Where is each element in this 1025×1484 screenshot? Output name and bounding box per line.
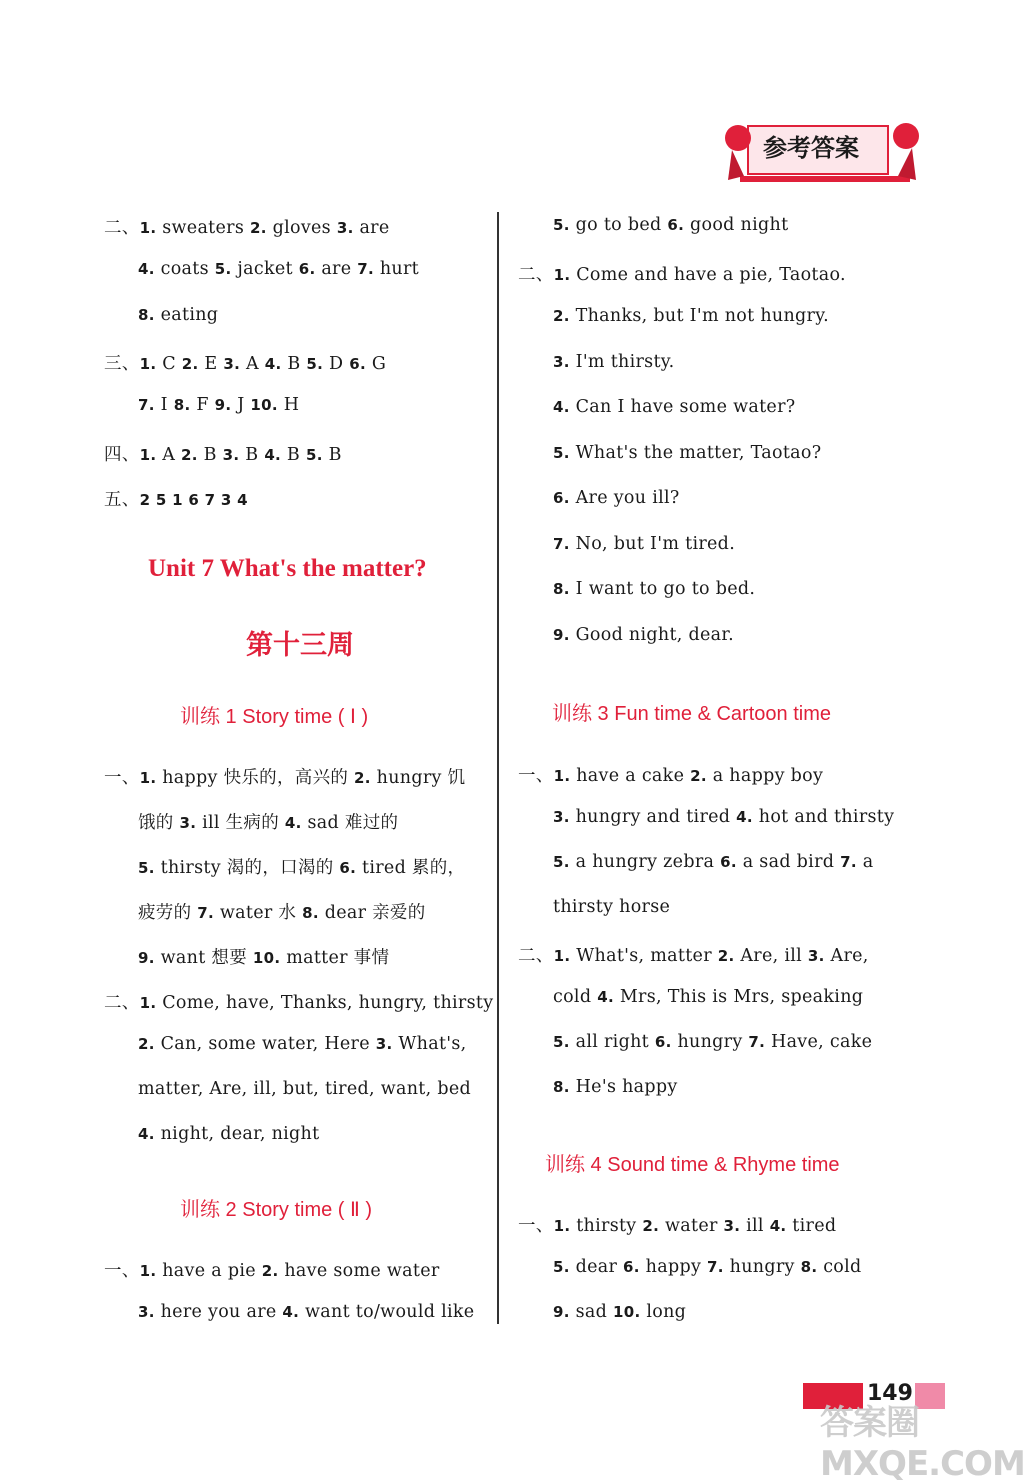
answer-text: Thanks, but I'm not hungry.	[569, 306, 829, 326]
train4-title: 训练 4 Sound time & Rhyme time	[545, 1154, 840, 1176]
answer-text: What's, matter	[570, 946, 718, 966]
answer-line	[138, 854, 465, 879]
item-number: 6.	[667, 216, 685, 234]
answer-line	[104, 214, 390, 239]
answer-text: are	[353, 218, 390, 238]
answer-text: good night	[684, 215, 789, 235]
answer-text: C	[156, 353, 182, 374]
answer-text: What's the matter, Taotao?	[569, 442, 822, 463]
item-number: 1.	[139, 769, 157, 787]
section-prefix: 四、	[104, 444, 140, 465]
answer-text: go to bed	[569, 215, 668, 235]
item-number: 4.	[769, 1217, 787, 1235]
answer-text: No, but I'm tired.	[569, 533, 736, 554]
item-number: 6.	[339, 859, 357, 877]
item-number: 6.	[553, 489, 570, 507]
answer-text: tired	[786, 1216, 837, 1236]
answer-text: 饿的	[138, 813, 180, 833]
answer-line	[553, 1257, 862, 1277]
item-number: 4.	[553, 398, 570, 416]
answer-text: hungry and tired	[569, 807, 737, 827]
item-number: 5.	[305, 445, 323, 464]
item-number: 3.	[336, 219, 354, 237]
answer-text: thirsty	[570, 1216, 643, 1236]
item-number: 1.	[553, 1217, 571, 1235]
item-number: 3.	[723, 1217, 741, 1235]
item-number: 4.	[736, 808, 753, 826]
item-number: 4.	[138, 1125, 155, 1143]
answer-line	[553, 1032, 872, 1052]
item-number: 1.	[139, 994, 157, 1012]
answer-text: ill	[740, 1216, 770, 1236]
page-number: 149	[867, 1381, 913, 1406]
item-number: 7.	[197, 904, 215, 922]
answer-text: Mrs, This is Mrs, speaking	[613, 987, 864, 1007]
item-number: 3.	[553, 352, 570, 371]
item-number: 1.	[139, 1262, 157, 1280]
answer-line	[553, 397, 795, 417]
answer-line	[553, 579, 755, 599]
answer-text: jacket	[231, 259, 299, 280]
section-prefix: 一、	[104, 768, 140, 788]
answer-line	[553, 1302, 686, 1322]
answer-text: sweaters	[156, 218, 250, 238]
item-number: 2.	[181, 354, 199, 373]
answer-text: Are you ill?	[569, 488, 680, 508]
item-number: 1.	[553, 265, 571, 284]
answer-text: hungry	[723, 1257, 801, 1277]
item-number: 7.	[553, 534, 570, 553]
answer-line	[138, 1079, 471, 1099]
item-number: 6.	[654, 1033, 672, 1051]
answer-key-badge	[718, 118, 923, 188]
section-prefix: 一、	[518, 1216, 554, 1236]
item-number: 7.	[840, 853, 857, 871]
section-prefix: 一、	[518, 766, 554, 786]
item-number: 4.	[264, 445, 282, 464]
item-number: 3.	[222, 445, 240, 464]
answer-text: 疲劳的	[138, 903, 198, 923]
item-number: 5.	[553, 443, 570, 462]
watermark: 答案圈 MXQE.COM	[820, 1403, 1025, 1484]
answer-line	[553, 534, 735, 554]
answer-line	[553, 897, 670, 917]
item-number: 1.	[553, 947, 571, 965]
item-number: 2.	[138, 1035, 155, 1053]
answer-text: hurt	[373, 259, 419, 280]
train2-title: 训练 2 Story time ( Ⅱ )	[180, 1199, 373, 1221]
answer-line	[553, 443, 821, 463]
answer-line	[518, 1212, 836, 1237]
answer-text: B	[281, 353, 307, 374]
answer-line	[553, 306, 829, 326]
answer-text: long	[640, 1302, 687, 1322]
answer-text: want to/would like	[299, 1302, 475, 1322]
answer-text: B	[197, 444, 223, 465]
answer-text: Have, cake	[765, 1032, 873, 1052]
item-number: 6.	[298, 260, 316, 279]
train1-title: 训练 1 Story time ( Ⅰ )	[180, 706, 369, 728]
answer-line	[138, 1124, 319, 1144]
item-number: 8.	[553, 1078, 570, 1096]
item-number: 6.	[349, 354, 366, 373]
item-number: 10.	[613, 1303, 641, 1321]
item-number: 1.	[139, 219, 157, 237]
item-number: 2.	[181, 445, 198, 464]
item-number: 6.	[623, 1258, 640, 1276]
item-number: 2.	[261, 1262, 279, 1280]
section-prefix: 三、	[104, 353, 140, 374]
answer-text: Are, ill	[734, 946, 808, 966]
answer-line	[104, 441, 342, 466]
answer-line	[553, 352, 675, 372]
answer-text: thirsty horse	[553, 897, 671, 917]
answer-text: cold	[817, 1257, 862, 1277]
item-number: 7.	[748, 1033, 766, 1051]
answer-text: D	[323, 353, 350, 374]
answer-text: A	[240, 353, 265, 374]
answer-text: B	[322, 444, 342, 465]
answer-text: F	[190, 395, 215, 416]
answer-line	[104, 764, 465, 789]
item-number: 7.	[357, 260, 374, 279]
answer-text: Can, some water, Here	[154, 1034, 376, 1054]
item-number: 7.	[138, 396, 155, 415]
item-number: 8.	[138, 305, 155, 324]
answer-text: eating	[154, 304, 219, 325]
item-number: 3.	[807, 947, 825, 965]
answer-text: cold	[553, 987, 598, 1007]
answer-text: have a pie	[156, 1261, 262, 1281]
item-number: 10.	[250, 396, 278, 415]
item-number: 5.	[553, 1033, 570, 1051]
answer-text: gloves	[266, 218, 337, 238]
item-number: 5.	[138, 859, 155, 877]
answer-text: ill 生病的	[196, 813, 285, 833]
answer-text: Good night, dear.	[569, 624, 735, 645]
section-prefix: 二、	[104, 218, 140, 238]
answer-line	[138, 944, 389, 969]
answer-text: a sad bird	[736, 852, 841, 872]
answer-line	[138, 305, 218, 325]
answer-text: matter 事情	[280, 948, 390, 968]
item-number: 5.	[306, 354, 324, 373]
answer-line	[104, 350, 386, 375]
item-number: 2.	[354, 769, 371, 787]
answer-line	[104, 1257, 440, 1282]
answer-text: hot and thirsty	[752, 807, 895, 827]
answer-text: I want to go to bed.	[569, 579, 756, 599]
item-number: 3.	[375, 1035, 393, 1053]
item-number: 2.	[553, 307, 570, 325]
answer-text: hungry 饥	[370, 768, 466, 788]
answer-text: Come and have a pie, Taotao.	[570, 264, 846, 285]
answer-text: happy	[639, 1257, 708, 1277]
answer-text: I	[154, 395, 174, 416]
item-number: 5.	[553, 1258, 570, 1276]
item-number: 9.	[138, 949, 155, 967]
answer-line	[104, 989, 493, 1014]
item-number: 9.	[553, 1303, 570, 1321]
week-title: 第十三周	[246, 630, 354, 661]
answer-line	[553, 987, 863, 1007]
answer-line	[518, 942, 869, 967]
answer-line	[518, 762, 823, 787]
answer-text: thirsty 渴的，口渴的	[154, 858, 340, 878]
item-number: 2 5 1 6 7 3 4	[139, 490, 248, 509]
answer-text: J	[231, 395, 251, 416]
item-number: 3.	[138, 1303, 155, 1321]
item-number: 5.	[553, 853, 570, 871]
answer-text: dear	[569, 1257, 624, 1277]
item-number: 5.	[214, 260, 232, 279]
answer-line	[138, 899, 426, 924]
section-prefix: 二、	[518, 946, 554, 966]
item-number: 1.	[139, 445, 157, 464]
item-number: 2.	[717, 947, 735, 965]
answer-text: sad	[569, 1302, 613, 1322]
item-number: 3.	[223, 354, 241, 373]
item-number: 10.	[252, 949, 281, 967]
answer-text: H	[277, 395, 300, 416]
answer-line	[138, 395, 299, 415]
answer-text: Can I have some water?	[569, 397, 796, 417]
answer-text: B	[281, 444, 306, 465]
item-number: 4.	[597, 988, 614, 1006]
answer-text: coats	[154, 259, 215, 280]
unit-title: Unit 7 What's the matter?	[148, 555, 427, 582]
item-number: 3.	[179, 814, 197, 832]
answer-line	[553, 488, 680, 508]
train3-title: 训练 3 Fun time & Cartoon time	[552, 703, 831, 725]
answer-text: have a cake	[570, 766, 691, 786]
answer-text: have some water	[278, 1261, 440, 1281]
answer-text: B	[239, 444, 265, 465]
item-number: 5.	[553, 216, 570, 234]
answer-text: sad 难过的	[301, 813, 399, 833]
answer-text: dear 亲爱的	[318, 903, 426, 923]
answer-text: a hungry zebra	[569, 852, 721, 872]
answer-text: E	[198, 353, 224, 374]
answer-line	[138, 1034, 467, 1054]
item-number: 8.	[553, 580, 570, 598]
section-prefix: 二、	[518, 264, 554, 285]
item-number: 9.	[214, 396, 232, 415]
item-number: 2.	[642, 1217, 660, 1235]
item-number: 4.	[264, 354, 282, 373]
section-prefix: 二、	[104, 993, 140, 1013]
item-number: 8.	[800, 1258, 818, 1276]
answer-text: a happy boy	[706, 766, 824, 786]
answer-text: Are,	[824, 946, 869, 966]
answer-text: matter, Are, ill, but, tired, want, bed	[138, 1079, 472, 1099]
answer-line	[138, 809, 398, 834]
answer-line	[553, 852, 873, 872]
badge-title: 参考答案	[763, 134, 859, 162]
answer-line	[553, 215, 788, 235]
answer-text: What's,	[392, 1034, 467, 1054]
answer-text: He's happy	[569, 1077, 678, 1097]
answer-text: I'm thirsty.	[569, 351, 675, 372]
answer-text: are	[315, 259, 358, 280]
answer-text: a	[856, 852, 874, 872]
column-divider	[497, 212, 499, 1324]
item-number: 3.	[553, 808, 570, 826]
answer-text: night, dear, night	[154, 1124, 320, 1144]
item-number: 4.	[282, 1303, 300, 1321]
answer-text: A	[156, 444, 182, 465]
answer-line	[553, 1077, 678, 1097]
answer-text: want 想要	[154, 948, 253, 968]
answer-line	[553, 807, 894, 827]
answer-text: happy 快乐的，高兴的	[156, 768, 355, 788]
item-number: 7.	[707, 1258, 724, 1276]
section-prefix: 五、	[104, 489, 140, 510]
answer-line	[104, 486, 248, 511]
item-number: 2.	[690, 767, 707, 785]
answer-text: all right	[569, 1032, 655, 1052]
item-number: 1.	[553, 767, 571, 785]
answer-line	[518, 261, 846, 286]
item-number: 1.	[139, 354, 157, 373]
answer-text: here you are	[154, 1302, 283, 1322]
item-number: 9.	[553, 625, 570, 644]
item-number: 2.	[249, 219, 267, 237]
answer-text: water 水	[214, 903, 303, 923]
answer-line	[138, 1302, 474, 1322]
item-number: 4.	[284, 814, 302, 832]
item-number: 8.	[173, 396, 191, 415]
answer-text: hungry	[671, 1032, 749, 1052]
answer-line	[138, 259, 419, 279]
item-number: 4.	[138, 260, 155, 279]
answer-text: G	[365, 353, 387, 374]
section-prefix: 一、	[104, 1261, 140, 1281]
answer-text: water	[659, 1216, 724, 1236]
answer-text: tired 累的，	[356, 858, 466, 878]
answer-text: Come, have, Thanks, hungry, thirsty	[156, 993, 494, 1013]
item-number: 8.	[302, 904, 319, 922]
answer-line	[553, 625, 734, 645]
item-number: 6.	[720, 853, 737, 871]
